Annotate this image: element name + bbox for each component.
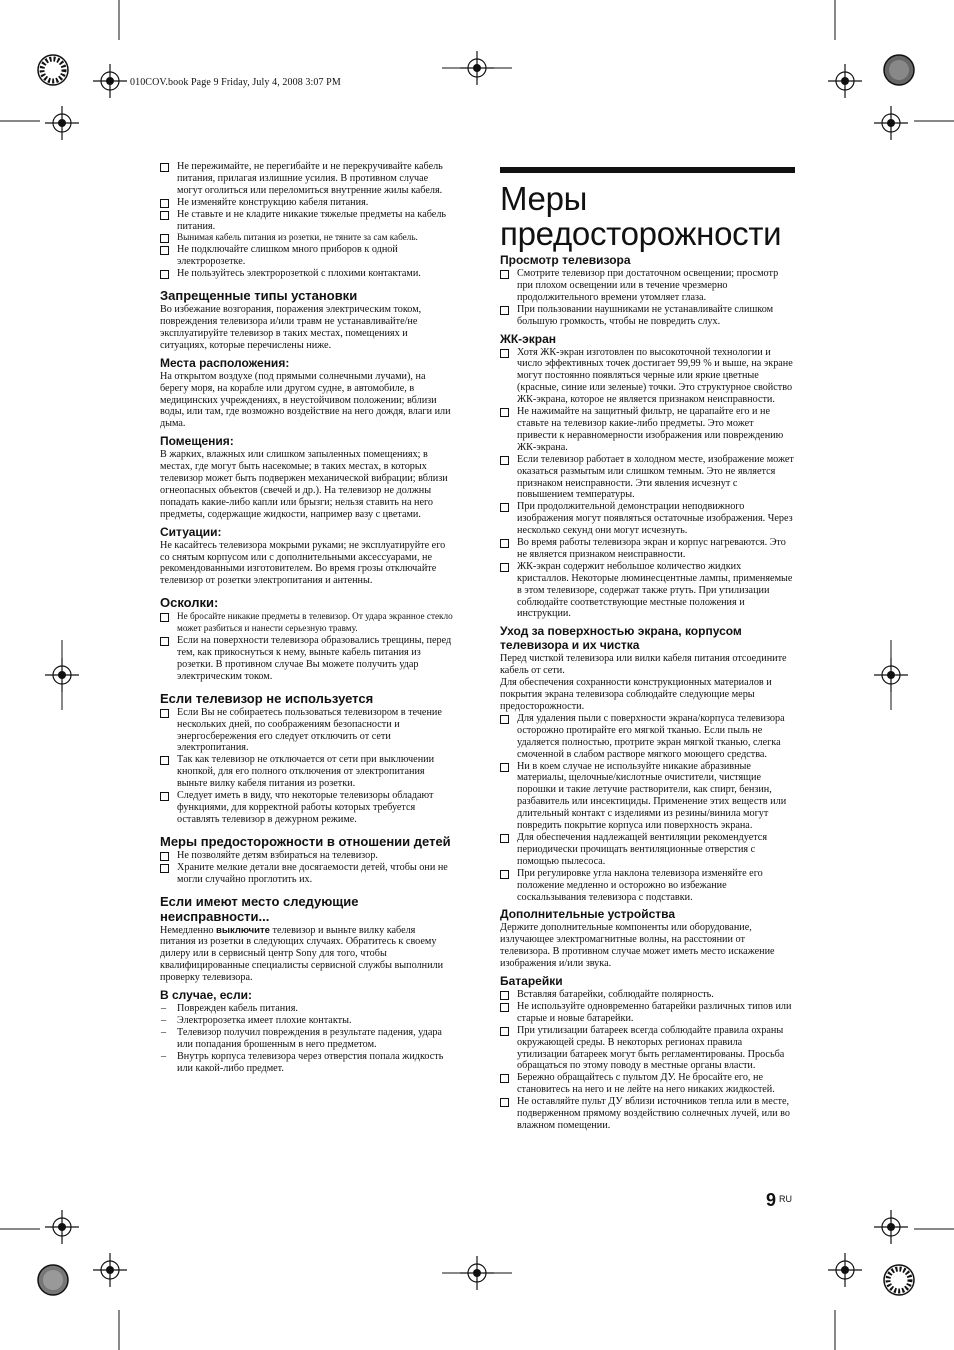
checkbox-bullet-icon (160, 270, 169, 279)
section-heading: Просмотр телевизора (500, 253, 631, 267)
section-heading: Осколки: (160, 595, 219, 611)
subsection-heading: Ситуации: (160, 524, 222, 539)
checkbox-bullet-icon (500, 349, 509, 358)
list-item: Если телевизор работает в холодном месте, изображение может оказаться размытым или слишком темным. Это не является признаком неисправности. Эти явления исчезнут с повышением температуры. (500, 454, 795, 502)
checkbox-bullet-icon (160, 756, 169, 765)
checkbox-bullet-icon (160, 792, 169, 801)
subsection-text: В жарких, влажных или слишком запыленных помещениях; в местах, где могут быть насекомые; в таких местах, в которых телевизор может быть подвержен механической вибрации; вблизи огнеопасных объектов (свечей и др.). На телевизор не должны попадать какие-либо капли или брызги; нельзя ставить на него предметы, содержащие жидкости, например вазу с цветами. (160, 449, 448, 520)
checkbox-bullet-icon (160, 637, 169, 646)
power-cord-list (160, 161, 453, 280)
list-item: При утилизации батареек всегда соблюдайте правила охраны окружающей среды. В некоторых регионах правила утилизации батареек могут быть регламентированы. Просьба обращаться по этому поводу в местные органы власти. (500, 1025, 795, 1073)
list-item: Хотя ЖК-экран изготовлен по высокоточной технологии и число эффективных точек достигает 99,99 % и выше, на экране могут постоянно появляться черные или яркие цветные (красные, синие или зеленые) точки. Это структурное свойство ЖК-экрана, которое не является признаком неисправности. (500, 347, 795, 407)
list-item: Во время работы телевизора экран и корпус нагреваются. Это не является признаком неисправности. (500, 537, 795, 561)
malfunctions-list (160, 1003, 453, 1074)
section-heading: Батарейки (500, 974, 563, 989)
list-item: Если на поверхности телевизора образовались трещины, перед тем, как прикоснуться к нему, выньте кабель питания из розетки. В противном случае Вы можете получить удар электрическим током. (160, 635, 453, 683)
section-heading: Дополнительные устройства (500, 907, 676, 922)
list-item: Не пользуйтесь электророзеткой с плохими контактами. (160, 268, 453, 280)
checkbox-bullet-icon (500, 456, 509, 465)
dash-bullet: – (161, 1026, 167, 1038)
checkbox-bullet-icon (500, 834, 509, 843)
checkbox-bullet-icon (500, 870, 509, 879)
checkbox-bullet-icon (500, 306, 509, 315)
checkbox-bullet-icon (160, 246, 169, 255)
page-language-code: RU (779, 1194, 793, 1204)
checkbox-bullet-icon (500, 1027, 509, 1036)
checkbox-bullet-icon (500, 539, 509, 548)
checkbox-bullet-icon (500, 1098, 509, 1107)
dash-bullet: – (161, 1050, 167, 1062)
subsection-heading: Помещения: (160, 434, 234, 449)
checkbox-bullet-icon (500, 1003, 509, 1012)
section-text: Во избежание возгорания, поражения электрическим током, повреждения телевизора и/или травм не устанавливайте/не эксплуатируйте телевизор в таких местах, помещениях и ситуациях, которые перечислены ниже. (160, 304, 422, 351)
section-heading: Если имеют место следующие неисправности... (160, 893, 359, 924)
list-item: Не ставьте и не кладите никакие тяжелые предметы на кабель питания. (160, 209, 453, 233)
not-used-list (160, 707, 453, 826)
checkbox-bullet-icon (160, 864, 169, 873)
checkbox-bullet-icon (500, 991, 509, 1000)
list-item: При пользовании наушниками не устанавливайте слишком большую громкость, чтобы не повредить слух. (500, 304, 795, 328)
print-header: 010COV.book Page 9 Friday, July 4, 2008 3:07 PM (130, 77, 341, 88)
list-item: Храните мелкие детали вне досягаемости детей, чтобы они не могли случайно проглотить их. (160, 862, 453, 886)
left-column (160, 161, 453, 1074)
lcd-list (500, 347, 795, 621)
checkbox-bullet-icon (160, 211, 169, 220)
list-item: При регулировке угла наклона телевизора изменяйте его положение медленно и осторожно во избежание соскальзывания телевизора с подставки. (500, 868, 795, 904)
children-list (160, 850, 453, 886)
section-heading: Запрещенные типы установки (160, 288, 358, 304)
subsection-heading: В случае, если: (160, 988, 252, 1003)
batteries-list (500, 989, 795, 1132)
list-item: Бережно обращайтесь с пультом ДУ. Не бросайте его, не становитесь на него и не лейте на него никаких жидкостей. (500, 1072, 795, 1096)
list-item: Не пережимайте, не перегибайте и не перекручивайте кабель питания, прилагая излишние усилия. В противном случае могут оголиться или переломиться внутренние жилы кабеля. (160, 161, 453, 197)
list-item: Если Вы не собираетесь пользоваться телевизором в течение нескольких дней, по соображениям безопасности и энергосбережения его следует отключить от сети электропитания. (160, 707, 453, 755)
page-title: Меры предосторожности (500, 180, 782, 252)
list-item: Не бросайте никакие предметы в телевизор. От удара экранное стекло может разбиться и нанести серьезную травму. (160, 611, 453, 635)
checkbox-bullet-icon (500, 563, 509, 572)
checkbox-bullet-icon (500, 408, 509, 417)
list-item: Не подключайте слишком много приборов к одной электророзетке. (160, 244, 453, 268)
checkbox-bullet-icon (160, 234, 169, 243)
checkbox-bullet-icon (160, 852, 169, 861)
section-heading: Меры предосторожности в отношении детей (160, 833, 451, 849)
checkbox-bullet-icon (160, 163, 169, 172)
list-item: Не изменяйте конструкцию кабеля питания. (160, 197, 453, 209)
list-item: При продолжительной демонстрации неподвижного изображения могут появляться остаточные изображения. Через несколько секунд они могут исчезнуть. (500, 501, 795, 537)
list-item: ЖК-экран содержит небольшое количество жидких кристаллов. Некоторые люминесцентные лампы, применяемые в этом телевизоре, содержат также ртуть. При утилизации соблюдайте соответствующие местные положения и инструкции. (500, 561, 795, 621)
list-item: Не оставляйте пульт ДУ вблизи источников тепла или в месте, подверженном прямому воздействию солнечных лучей, или во влажном помещении. (500, 1096, 795, 1132)
dash-bullet: – (161, 1003, 167, 1015)
list-item: Для обеспечения надлежащей вентиляции рекомендуется периодически прочищать вентиляционные отверстия с помощью пылесоса. (500, 832, 795, 868)
list-item: Вынимая кабель питания из розетки, не тяните за сам кабель. (160, 232, 453, 244)
list-item: Вставляя батарейки, соблюдайте полярность. (500, 989, 795, 1001)
subsection-heading: Места расположения: (160, 355, 290, 370)
list-item: Смотрите телевизор при достаточном освещении; просмотр при плохом освещении или в течение чрезмерно продолжительного времени утомляет глаза. (500, 268, 795, 304)
checkbox-bullet-icon (500, 1074, 509, 1083)
section-text: Для обеспечения сохранности конструкционных материалов и покрытия экрана телевизора соблюдайте следующие меры предосторожности. (500, 677, 772, 712)
list-item: – Поврежден кабель питания. (161, 1003, 298, 1015)
list-item: – Электророзетка имеет плохие контакты. (161, 1014, 352, 1026)
viewing-list (500, 268, 795, 328)
list-item: – Телевизор получил повреждения в результате падения, удара или попадания брошенным в него предметом. (161, 1026, 442, 1050)
list-item: Не нажимайте на защитный фильтр, не царапайте его и не ставьте на телевизор какие-либо предметы. Это может привести к неравномерности изображения или повреждению ЖК-экрана. (500, 406, 795, 454)
right-column (500, 161, 795, 1132)
section-text: Перед чисткой телевизора или вилки кабеля питания отсоедините кабель от сети. (500, 653, 787, 677)
checkbox-bullet-icon (160, 199, 169, 208)
checkbox-bullet-icon (160, 709, 169, 718)
checkbox-bullet-icon (500, 503, 509, 512)
section-heading: ЖК-экран (500, 331, 557, 346)
list-item: Не позволяйте детям взбираться на телевизор. (160, 850, 453, 862)
list-item: Ни в коем случае не используйте никакие абразивные материалы, щелочные/кислотные очистители, чистящие порошки и такие летучие растворители, как спирт, бензин, разбавитель или инсектициды. Применение этих веществ или длительный контакт с изделиями из резины/винила могут повредить покрытие корпуса или поверхность экрана. (500, 761, 795, 832)
list-item: Не используйте одновременно батарейки различных типов или старые и новые батарейки. (500, 1001, 795, 1025)
subsection-text: Не касайтесь телевизора мокрыми руками; не эксплуатируйте его со снятым корпусом или с дополнительными аксессуарами, не рекомендованными изготовителем. Во время грозы отключайте телевизор от розетки электропитания и антенны. (160, 539, 446, 587)
checkbox-bullet-icon (500, 763, 509, 772)
dash-bullet: – (161, 1014, 167, 1026)
care-list (500, 713, 795, 904)
list-item: Следует иметь в виду, что некоторые телевизоры обладают функциями, для корректной работы которых требуется оставлять телевизор в дежурном режиме. (160, 790, 453, 826)
list-item: – Внутрь корпуса телевизора через отверстия попала жидкость или какой-либо предмет. (161, 1050, 444, 1074)
section-heading: Уход за поверхностью экрана, корпусом телевизора и их чистка (500, 624, 742, 653)
checkbox-bullet-icon (160, 613, 169, 622)
fragments-list (160, 611, 453, 682)
section-text: Держите дополнительные компоненты или оборудование, излучающее электромагнитные волны, на расстоянии от телевизора. В противном случае может иметь место искажение изображения и/или звука. (500, 922, 775, 970)
page-number-value: 9 (766, 1190, 777, 1210)
list-item: Для удаления пыли с поверхности экрана/корпуса телевизора осторожно протирайте его мягкой тканью. Если пыль не удаляется полностью, протрите экран мягкой тканью, слегка смоченной в слабом растворе мягкого моющего средства. (500, 713, 795, 761)
section-heading: Если телевизор не используется (160, 690, 374, 706)
page-number (766, 1190, 792, 1211)
checkbox-bullet-icon (500, 715, 509, 724)
checkbox-bullet-icon (500, 270, 509, 279)
section-text: Немедленно выключите телевизор и выньте вилку кабеля питания из розетки в следующих случаях. Обратитесь к своему дилеру или в сервисный центр Sony для того, чтобы квалифицированные специалисты сервисной службы выполнили проверку телевизора. (160, 924, 444, 984)
list-item: Так как телевизор не отключается от сети при выключении кнопкой, для его полного отключения от электропитания выньте вилку кабеля питания из розетки. (160, 754, 453, 790)
title-rule (500, 167, 795, 173)
subsection-text: На открытом воздухе (под прямыми солнечными лучами), на берегу моря, на корабле или другом судне, в автомобиле, в медицинских учреждениях, в неустойчивом положении; вблизи воды, или там, где возможно воздействие на него дождя, влаги или дыма. (160, 370, 451, 430)
